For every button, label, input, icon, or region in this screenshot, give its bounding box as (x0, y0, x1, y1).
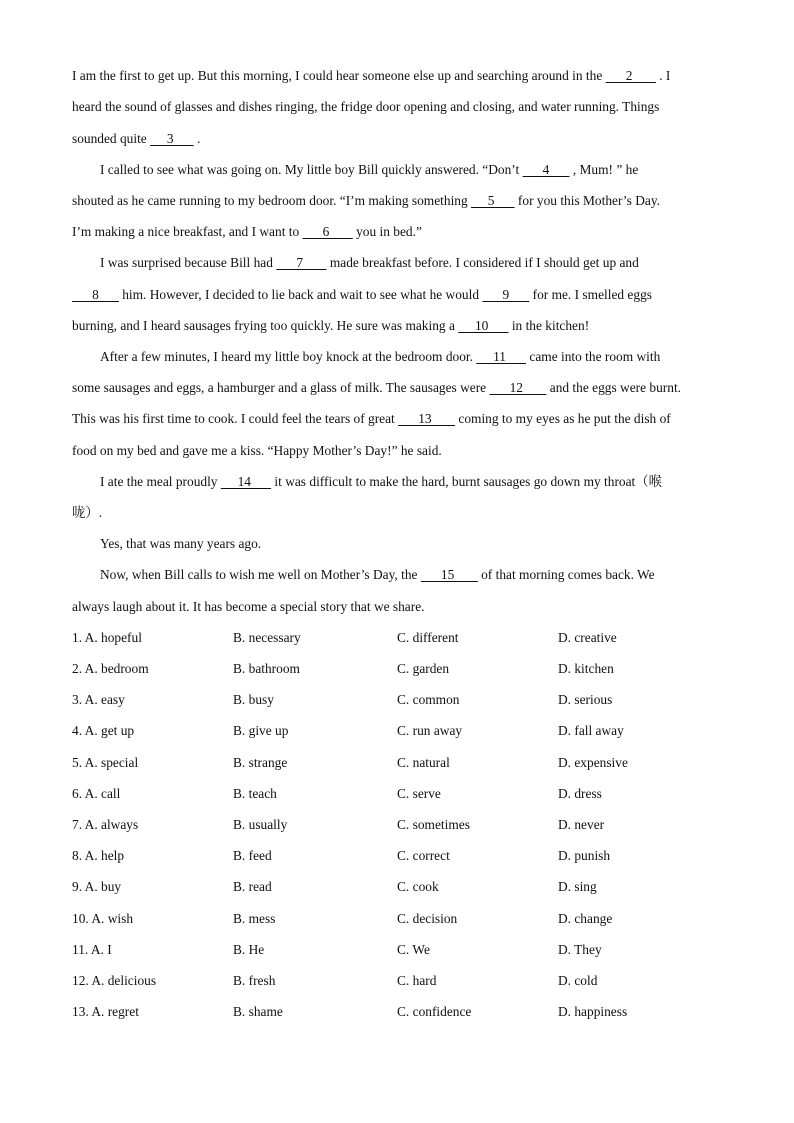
option-row-9 (0, 878, 794, 896)
text: in the kitchen! (508, 318, 590, 333)
passage-line (72, 223, 422, 241)
text: him. However, I decided to lie back and wait to see what he would (118, 287, 483, 302)
option-b: B. fresh (233, 973, 276, 988)
option-b: B. shame (233, 1004, 283, 1019)
option-c: C. run away (397, 723, 463, 738)
passage-line (72, 130, 200, 148)
text: burning, and I heard sausages frying too quickly. He sure was making a (72, 318, 459, 333)
blank-12: 12 (489, 380, 547, 395)
option-d: D. dress (558, 786, 602, 801)
option-c: C. correct (397, 848, 450, 863)
passage-line (72, 410, 671, 428)
option-b: B. bathroom (233, 661, 300, 676)
option-c: C. hard (397, 973, 437, 988)
option-b: B. read (233, 879, 272, 894)
blank-14: 14 (220, 474, 272, 489)
option-c: C. common (397, 692, 460, 707)
text: After a few minutes, I heard my little boy knock at the bedroom door. (100, 349, 477, 364)
option-b: B. usually (233, 817, 288, 832)
passage-line (72, 379, 681, 397)
blank-2: 2 (605, 68, 656, 83)
blank-8: 8 (72, 287, 119, 302)
option-d: D. serious (558, 692, 613, 707)
text: . (193, 131, 201, 146)
option-row-5 (0, 754, 794, 772)
option-a: 11. A. I (72, 942, 112, 957)
option-d: D. happiness (558, 1004, 628, 1019)
text: I ate the meal proudly (100, 474, 221, 489)
passage-line (100, 348, 660, 366)
passage-line: food on my bed and gave me a kiss. “Happy Mother’s Day!” he said. (72, 443, 442, 458)
blank-3: 3 (150, 131, 194, 146)
option-a: 2. A. bedroom (72, 661, 149, 676)
text: I’m making a nice breakfast, and I want to (72, 224, 303, 239)
option-c: C. natural (397, 755, 450, 770)
option-a: 9. A. buy (72, 879, 122, 894)
passage-line (100, 473, 662, 491)
text: Now, when Bill calls to wish me well on Mother’s Day, the (100, 567, 421, 582)
text: made breakfast before. I considered if I should get up and (326, 255, 639, 270)
option-row-2 (0, 660, 794, 678)
option-c: C. serve (397, 786, 441, 801)
option-c: C. garden (397, 661, 450, 676)
option-d: D. never (558, 817, 605, 832)
text: of that morning comes back. We (477, 567, 655, 582)
option-row-1 (0, 629, 794, 647)
option-a: 3. A. easy (72, 692, 125, 707)
option-a: 7. A. always (72, 817, 139, 832)
blank-11: 11 (476, 349, 527, 364)
option-row-13 (0, 1003, 794, 1021)
option-d: D. They (558, 942, 602, 957)
option-row-8 (0, 847, 794, 865)
passage-line (100, 161, 638, 179)
option-row-12 (0, 972, 794, 990)
passage-line (72, 67, 670, 85)
option-d: D. kitchen (558, 661, 614, 676)
text: This was his first time to cook. I could feel the tears of great (72, 411, 399, 426)
text: and the eggs were burnt. (546, 380, 682, 395)
passage-line: always laugh about it. It has become a special story that we share. (72, 599, 425, 614)
option-d: D. expensive (558, 755, 628, 770)
option-b: B. give up (233, 723, 289, 738)
option-row-3 (0, 691, 794, 709)
blank-6: 6 (302, 224, 353, 239)
text: shouted as he came running to my bedroom door. “I’m making something (72, 193, 472, 208)
blank-9: 9 (482, 287, 530, 302)
text: sounded quite (72, 131, 151, 146)
text: I called to see what was going on. My little boy Bill quickly answered. “Don’t (100, 162, 523, 177)
option-a: 5. A. special (72, 755, 139, 770)
option-a: 12. A. delicious (72, 973, 157, 988)
option-c: C. sometimes (397, 817, 470, 832)
option-a: 6. A. call (72, 786, 121, 801)
blank-7: 7 (276, 255, 327, 270)
text: for you this Mother’s Day. (514, 193, 660, 208)
text: you in bed.” (352, 224, 422, 239)
option-b: B. strange (233, 755, 288, 770)
option-a: 1. A. hopeful (72, 630, 142, 645)
option-d: D. sing (558, 879, 597, 894)
passage-line (72, 286, 652, 304)
option-d: D. fall away (558, 723, 624, 738)
blank-13: 13 (398, 411, 456, 426)
option-row-4 (0, 722, 794, 740)
option-row-7 (0, 816, 794, 834)
blank-5: 5 (471, 193, 515, 208)
option-b: B. feed (233, 848, 272, 863)
option-b: B. teach (233, 786, 277, 801)
option-c: C. We (397, 942, 430, 957)
text: some sausages and eggs, a hamburger and a glass of milk. The sausages were (72, 380, 490, 395)
passage-line (72, 317, 589, 335)
option-d: D. punish (558, 848, 611, 863)
passage-line (72, 192, 660, 210)
option-a: 10. A. wish (72, 911, 134, 926)
option-a: 8. A. help (72, 848, 125, 863)
option-c: C. decision (397, 911, 458, 926)
option-c: C. different (397, 630, 459, 645)
text: it was difficult to make the hard, burnt sausages go down my throat（喉 (271, 474, 663, 489)
option-b: B. busy (233, 692, 274, 707)
option-b: B. He (233, 942, 265, 957)
option-row-11 (0, 941, 794, 959)
option-row-6 (0, 785, 794, 803)
passage-line: heard the sound of glasses and dishes ringing, the fridge door opening and closing, and water running. Things (72, 99, 660, 114)
text: , Mum! ” he (569, 162, 639, 177)
option-row-10 (0, 910, 794, 928)
option-a: 4. A. get up (72, 723, 135, 738)
option-c: C. cook (397, 879, 439, 894)
option-b: B. necessary (233, 630, 301, 645)
blank-15: 15 (420, 567, 478, 582)
text: came into the room with (526, 349, 661, 364)
text: . I (655, 68, 671, 83)
option-d: D. creative (558, 630, 617, 645)
option-a: 13. A. regret (72, 1004, 139, 1019)
text: I am the first to get up. But this morning, I could hear someone else up and searching around in the (72, 68, 606, 83)
option-b: B. mess (233, 911, 276, 926)
text: for me. I smelled eggs (529, 287, 652, 302)
passage-line (100, 566, 655, 584)
passage-line: 咙）. (72, 505, 103, 520)
text: coming to my eyes as he put the dish of (455, 411, 671, 426)
option-c: C. confidence (397, 1004, 472, 1019)
text: I was surprised because Bill had (100, 255, 277, 270)
blank-4: 4 (522, 162, 570, 177)
passage-line: Yes, that was many years ago. (100, 536, 262, 551)
option-d: D. change (558, 911, 613, 926)
option-d: D. cold (558, 973, 598, 988)
blank-10: 10 (458, 318, 509, 333)
passage-line (100, 254, 639, 272)
